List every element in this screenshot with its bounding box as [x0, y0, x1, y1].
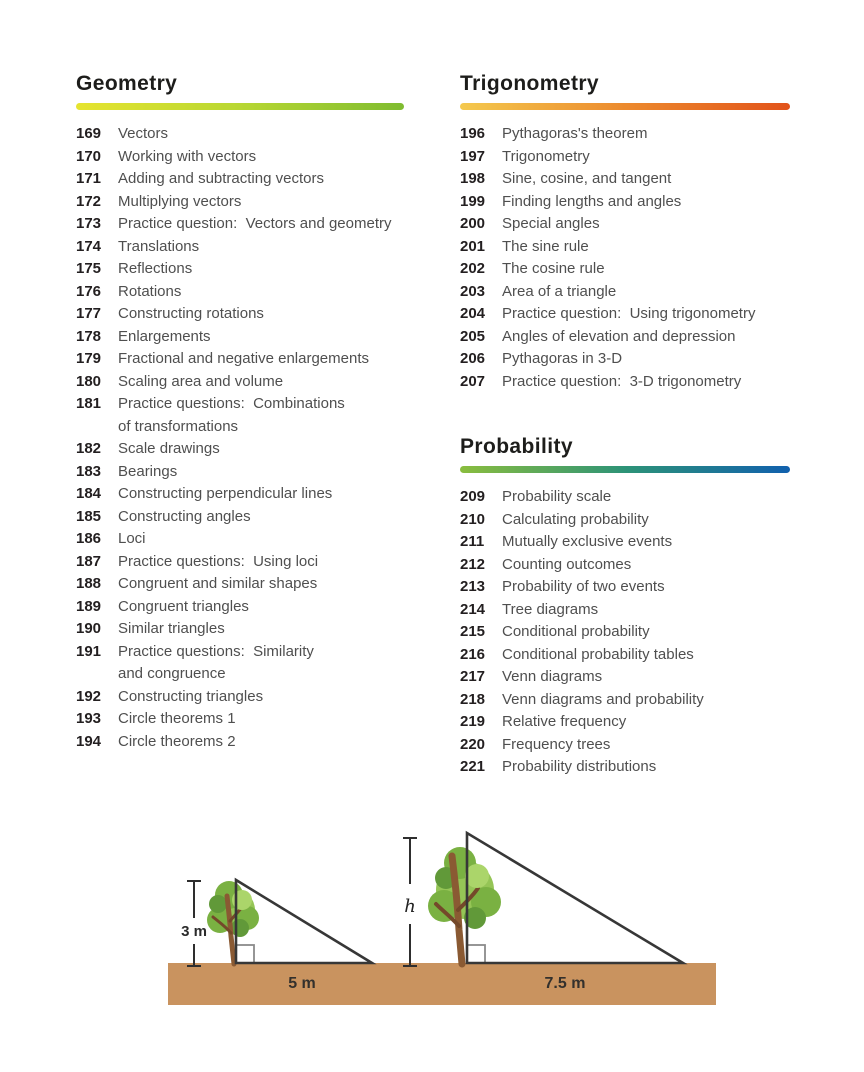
page-number: 216	[460, 645, 486, 663]
toc-item	[76, 506, 421, 529]
toc-item	[76, 258, 421, 281]
toc-item	[460, 281, 792, 304]
page-number: 203	[460, 282, 486, 300]
topic-title: Working with vectors	[118, 147, 257, 165]
page-number: 173	[76, 215, 102, 232]
section-gradient-bar-trigonometry	[460, 103, 790, 110]
toc-item	[460, 191, 792, 214]
topic-title: Venn diagrams	[502, 668, 603, 685]
topic-title: Probability distributions	[502, 758, 657, 775]
toc-item	[460, 531, 792, 554]
base-label-large: 7.5 m	[544, 975, 586, 992]
toc-item	[76, 123, 421, 146]
toc-item	[76, 348, 421, 371]
toc-item	[460, 554, 792, 577]
toc-item	[76, 596, 421, 619]
topic-title: Probability of two events	[502, 578, 665, 595]
topic-title: Fractional and negative enlargements	[118, 350, 369, 367]
page-number: 199	[460, 192, 486, 210]
toc-list-probability	[460, 486, 792, 779]
page-number: 169	[76, 125, 102, 142]
page-number: 172	[76, 192, 102, 210]
toc-item	[76, 236, 421, 259]
topic-title: Angles of elevation and depression	[502, 327, 736, 345]
section-title-probability: Probability	[460, 435, 573, 458]
topic-title: Calculating probability	[502, 510, 649, 528]
page-number: 210	[460, 510, 486, 528]
page-number: 196	[460, 125, 486, 142]
toc-item	[76, 551, 421, 574]
topic-title: Pythagoras in 3-D	[502, 350, 623, 367]
toc-list-trigonometry	[460, 123, 792, 393]
right-angle-marker-large	[467, 945, 485, 963]
topic-title: Practice questions: Combinations of transformations	[118, 395, 345, 435]
page-number: 200	[460, 215, 486, 232]
topic-title: Bearings	[118, 462, 178, 480]
toc-item	[76, 461, 421, 484]
topic-title: Special angles	[502, 215, 600, 232]
toc-item	[460, 599, 792, 622]
page-number: 185	[76, 507, 102, 525]
page-number: 212	[460, 555, 486, 573]
page-number: 180	[76, 372, 102, 390]
topic-title: Enlargements	[118, 327, 211, 345]
section-title-geometry: Geometry	[76, 72, 178, 95]
topic-title: Sine, cosine, and tangent	[502, 170, 672, 187]
toc-item	[460, 689, 792, 712]
height-label-large: h	[404, 896, 416, 917]
toc-item	[76, 168, 421, 191]
page-number: 193	[76, 710, 102, 727]
toc-item	[76, 618, 421, 641]
topic-title: Congruent and similar shapes	[118, 575, 318, 592]
topic-title: Constructing angles	[118, 507, 251, 525]
topic-title: Vectors	[118, 125, 169, 142]
toc-item	[460, 146, 792, 169]
page-number: 205	[460, 327, 486, 345]
page-number: 194	[76, 732, 102, 750]
toc-item	[460, 576, 792, 599]
similar-triangles-illustration	[150, 818, 730, 1010]
page-number: 221	[460, 758, 486, 775]
toc-item	[460, 326, 792, 349]
toc-item	[76, 528, 421, 551]
page-number: 186	[76, 530, 102, 547]
large-tree-illustration	[428, 847, 501, 964]
toc-item	[460, 348, 792, 371]
topic-title: Circle theorems 2	[118, 732, 236, 750]
topic-title: Reflections	[118, 260, 193, 277]
page-number: 183	[76, 462, 102, 480]
toc-item	[460, 621, 792, 644]
toc-item	[460, 236, 792, 259]
topic-title: The cosine rule	[502, 260, 605, 277]
page-number: 218	[460, 690, 486, 708]
topic-title: Finding lengths and angles	[502, 192, 682, 210]
topic-title: Practice question: Vectors and geometry	[118, 215, 392, 232]
toc-item	[460, 644, 792, 667]
page-number: 188	[76, 575, 102, 592]
toc-item	[460, 303, 792, 326]
page-number: 198	[460, 170, 486, 187]
page-number: 187	[76, 552, 102, 570]
toc-item	[76, 303, 421, 326]
topic-title: Scaling area and volume	[118, 372, 284, 390]
toc-item	[460, 123, 792, 146]
page-number: 201	[460, 237, 486, 255]
toc-item	[460, 371, 792, 394]
topic-title: Practice questions: Using loci	[118, 552, 319, 570]
topic-title: Pythagoras's theorem	[502, 125, 648, 142]
toc-item	[76, 731, 421, 754]
page-number: 207	[460, 372, 486, 390]
toc-item	[76, 708, 421, 731]
toc-item	[460, 711, 792, 734]
topic-title: Constructing rotations	[118, 305, 264, 322]
page-number: 213	[460, 578, 486, 595]
toc-item	[460, 213, 792, 236]
page-number: 219	[460, 713, 486, 730]
toc-item	[76, 371, 421, 394]
page-number: 197	[460, 147, 486, 165]
topic-title: Practice question: 3-D trigonometry	[502, 372, 742, 390]
toc-item	[76, 281, 421, 304]
page-number: 192	[76, 687, 102, 705]
toc-item	[76, 483, 421, 506]
topic-title: The sine rule	[502, 237, 589, 255]
height-label-small: 3 m	[181, 923, 207, 940]
page-number: 209	[460, 488, 486, 505]
topic-title: Constructing triangles	[118, 687, 264, 705]
base-label-small: 5 m	[288, 975, 316, 992]
page-number: 184	[76, 485, 102, 502]
toc-list-geometry	[76, 123, 421, 753]
ground-strip	[168, 963, 716, 1005]
toc-item	[460, 734, 792, 757]
section-gradient-bar-probability	[460, 466, 790, 473]
topic-title: Relative frequency	[502, 713, 627, 730]
topic-title: Loci	[118, 530, 146, 547]
toc-item	[76, 686, 421, 709]
page-number: 171	[76, 170, 102, 187]
toc-item	[76, 573, 421, 596]
toc-item	[460, 666, 792, 689]
section-gradient-bar-geometry	[76, 103, 404, 110]
toc-item	[76, 438, 421, 461]
page-number: 206	[460, 350, 486, 367]
topic-title: Mutually exclusive events	[502, 533, 673, 550]
page-number: 190	[76, 620, 102, 637]
page-number: 174	[76, 237, 102, 255]
topic-title: Conditional probability	[502, 623, 650, 640]
page-number: 175	[76, 260, 102, 277]
page-number: 204	[460, 305, 486, 322]
section-title-trigonometry: Trigonometry	[460, 72, 599, 95]
toc-item	[460, 486, 792, 509]
right-angle-marker-small	[236, 945, 254, 963]
topic-title: Constructing perpendicular lines	[118, 485, 333, 502]
height-dimension-small	[181, 881, 207, 966]
topic-title: Counting outcomes	[502, 555, 632, 573]
page-number: 179	[76, 350, 102, 367]
topic-title: Multiplying vectors	[118, 192, 242, 210]
topic-title: Scale drawings	[118, 440, 220, 457]
page-number: 189	[76, 597, 102, 615]
page-number: 178	[76, 327, 102, 345]
toc-item	[460, 756, 792, 779]
page-number: 220	[460, 735, 486, 753]
toc-item	[460, 509, 792, 532]
topic-title: Probability scale	[502, 488, 612, 505]
topic-title: Rotations	[118, 282, 182, 300]
page-number: 211	[460, 533, 485, 550]
toc-item	[460, 258, 792, 281]
topic-title: Similar triangles	[118, 620, 225, 637]
page-number: 181	[76, 395, 102, 412]
page-number: 177	[76, 305, 102, 322]
toc-item	[76, 393, 421, 438]
topic-title: Venn diagrams and probability	[502, 690, 704, 708]
toc-item	[76, 146, 421, 169]
topic-title: Practice questions: Similarity and congruence	[118, 642, 314, 682]
page-number: 176	[76, 282, 102, 300]
toc-item	[76, 326, 421, 349]
page-number: 215	[460, 623, 486, 640]
topic-title: Frequency trees	[502, 735, 611, 753]
topic-title: Trigonometry	[502, 147, 590, 165]
toc-item	[76, 641, 421, 686]
topic-title: Adding and subtracting vectors	[118, 170, 324, 187]
topic-title: Practice question: Using trigonometry	[502, 305, 756, 322]
page-number: 214	[460, 600, 486, 618]
page-number: 202	[460, 260, 486, 277]
toc-item	[460, 168, 792, 191]
topic-title: Circle theorems 1	[118, 710, 236, 727]
topic-title: Conditional probability tables	[502, 645, 694, 663]
page-number: 182	[76, 440, 102, 457]
toc-item	[76, 213, 421, 236]
page-number: 170	[76, 147, 102, 165]
toc-item	[76, 191, 421, 214]
topic-title: Translations	[118, 237, 200, 255]
topic-title: Area of a triangle	[502, 282, 617, 300]
page-number: 191	[76, 642, 102, 660]
page-number: 217	[460, 668, 486, 685]
topic-title: Congruent triangles	[118, 597, 249, 615]
topic-title: Tree diagrams	[502, 600, 599, 618]
height-dimension-large	[403, 838, 417, 966]
